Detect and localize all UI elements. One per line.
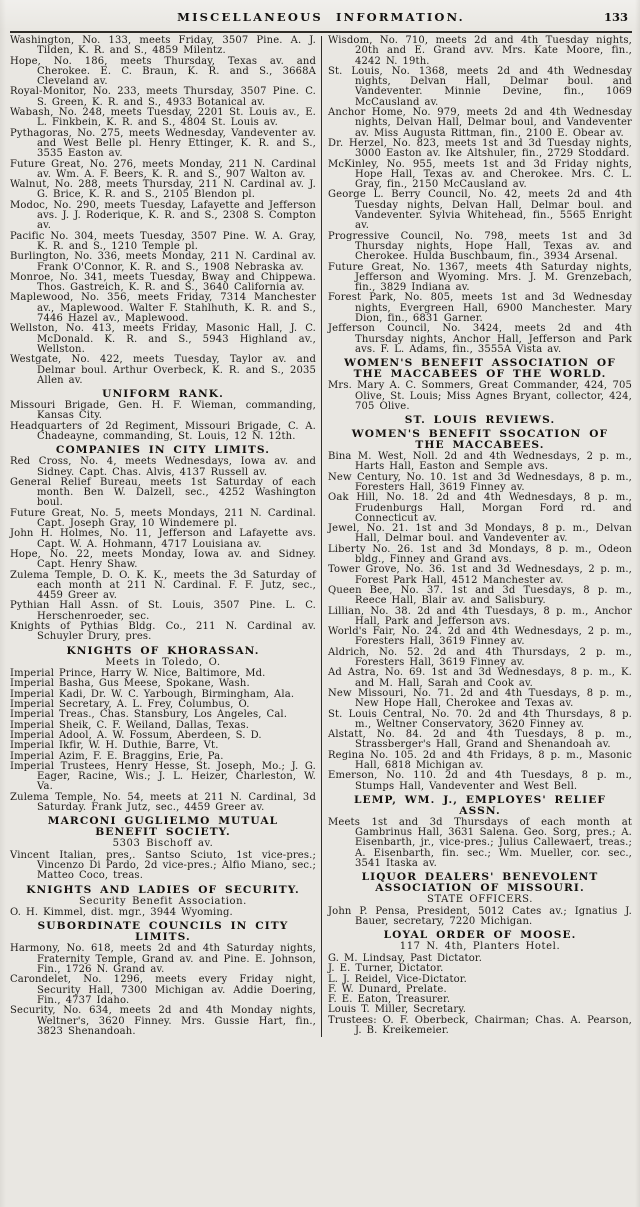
section-subheading: 5303 Bischoff av.: [112, 838, 214, 850]
directory-entry: Meets 1st and 3d Thursdays of each month at Gambrinus Hall, 3631 Salena. Geo. Sorg, pres.; A. Eisenbarth, jr., vice-pres.; Julius Callewaert, treas.; A. Eisenbarth, fin. sec.; Wm. Mueller, cor. sec., 3541 Itaska av.: [328, 816, 632, 870]
left-column: [10, 36, 321, 1037]
section-heading: UNIFORM RANK.: [102, 388, 224, 401]
directory-entry: Hope, No. 186, meets Thursday, Texas av. and Cherokee. E. C. Braun, K. R. and S., 3668A Cleveland av.: [10, 55, 316, 88]
section-heading: WOMEN'S BENEFIT SSOCATION OF THE MACCABEES.: [351, 428, 609, 452]
directory-entry: Wellston, No. 413, meets Friday, Masonic Hall, J. C. McDonald. K. R. and S., 5943 Highland av., Wellston.: [10, 323, 316, 355]
directory-entry: Washington, No. 133, meets Friday, 3507 Pine. A. J. Tilden, K. R. and S., 4859 Milentz.: [10, 35, 316, 57]
directory-section: [328, 36, 632, 355]
directory-entry: F. E. Eaton, Treasurer.: [328, 994, 451, 1006]
directory-entry: Security, No. 634, meets 2d and 4th Monday nights, Weltner's, 3620 Finney. Mrs. Gussie Hart, fin., 3823 Shenandoah.: [10, 1005, 316, 1037]
directory-section: [328, 872, 632, 927]
directory-entry: Red Cross, No. 4, meets Wednesdays, Iowa av. and Sidney. Capt. Chas. Alvis, 4137 Russell av.: [10, 456, 316, 478]
directory-entry: Missouri Brigade, Gen. H. F. Wieman, commanding, Kansas City.: [10, 400, 316, 422]
directory-section: [10, 921, 316, 1037]
section-heading: MARCONI GUGLIELMO MUTUAL BENEFIT SOCIETY.: [47, 815, 279, 839]
directory-entry: Liberty No. 26. 1st and 3d Mondays, 8 p. m., Odeon bldg., Finney and Grand avs.: [328, 543, 632, 566]
directory-entry: Tower Grove, No. 36. 1st and 3d Wednesdays, 2 p. m., Forest Park Hall, 4512 Manchester av.: [328, 564, 632, 586]
directory-entry: Pythagoras, No. 275, meets Wednesday, Vandeventer av. and West Belle pl. Henry Ettinger, K. R. and S., 3535 Easton av.: [10, 127, 316, 160]
page-title: MISCELLANEOUS INFORMATION.: [177, 10, 465, 24]
directory-entry: Walnut, No. 288, meets Thursday, 211 N. Cardinal av. J. G. Brice, K. R. and S., 2105 Blendon pl.: [10, 179, 316, 201]
section-heading: LOYAL ORDER OF MOOSE.: [383, 929, 577, 942]
directory-entry: Future Great, No. 5, meets Mondays, 211 N. Cardinal. Capt. Joseph Gray, 10 Windemere pl.: [10, 507, 316, 530]
directory-entry: Knights of Pythias Bldg. Co., 211 N. Cardinal av. Schuyler Drury, pres.: [10, 621, 316, 643]
directory-entry: Headquarters of 2d Regiment, Missouri Brigade, C. A. Chadeayne, commanding, St. Louis, 12 N. 12th.: [10, 420, 316, 442]
directory-entry: Lillian, No. 38. 2d and 4th Tuesdays, 8 p. m., Anchor Hall, Park and Jefferson avs.: [328, 605, 632, 627]
directory-section: [10, 389, 316, 442]
directory-entry: Jewel, No. 21. 1st and 3d Mondays, 8 p. m., Delvan Hall, Delmar boul. and Vandeventer av.: [328, 523, 632, 545]
directory-entry: General Relief Bureau, meets 1st Saturday of each month. Ben W. Dalzell, sec., 4252 Washington boul.: [10, 476, 316, 509]
directory-entry: Modoc, No. 290, meets Tuesday, Lafayette and Jefferson avs. J. J. Roderique, K. R. and S., 2308 S. Compton av.: [10, 199, 316, 232]
directory-entry: J. E. Turner, Dictator.: [328, 963, 444, 975]
directory-entry: O. H. Kimmel, dist. mgr., 3944 Wyoming.: [10, 907, 233, 919]
directory-entry: G. M. Lindsay, Past Dictator.: [328, 952, 483, 964]
section-subheading: 117 N. 4th, Planters Hotel.: [399, 941, 561, 953]
directory-entry: Pythian Hall Assn. of St. Louis, 3507 Pine. L. C. Herschenroeder, sec.: [10, 600, 316, 622]
section-subheading: Meets in Toledo, O.: [105, 656, 221, 668]
section-heading: KNIGHTS AND LADIES OF SECURITY.: [26, 883, 300, 896]
directory-entry: George L. Berry Council, No. 42, meets 2d and 4th Tuesday nights, Delvan Hall, Delmar boul. and Vandeventer. Sylvia Whitehead, fin., 5565 Enright av.: [328, 189, 632, 232]
directory-entry: Zulema Temple, D. O. K. K., meets the 3d Saturday of each month at 211 N. Cardinal. F. F. Jutz, sec., 4459 Greer av.: [10, 569, 316, 602]
directory-entry: Imperial Secretary, A. L. Frey, Columbus, O.: [10, 699, 250, 711]
directory-entry: Regina No. 105. 2d and 4th Fridays, 8 p. m., Masonic Hall, 6818 Michigan av.: [328, 749, 632, 771]
directory-section: [10, 36, 316, 386]
directory-entry: New Missouri, No. 71. 2d and 4th Tuesdays, 8 p. m., New Hope Hall, Cherokee and Texas av.: [328, 687, 632, 710]
directory-entry: Future Great, No. 1367, meets 4th Saturday nights, Jefferson and Wyoming. Mrs. J. M. Grenzebach, fin., 3829 Indiana av.: [328, 261, 632, 294]
directory-entry: Monroe, No. 341, meets Tuesday, Bway and Chippewa. Thos. Gastreich, K. R. and S., 3640 California av.: [10, 271, 316, 294]
directory-entry: Anchor Home, No. 979, meets 2d and 4th Wednesday nights, Delvan Hall, Delmar boul, and Vandeventer av. Miss Augusta Rittman, fin., 2100 E. Obear av.: [328, 107, 632, 139]
directory-entry: Jefferson Council, No. 3424, meets 2d and 4th Thursday nights, Anchor Hall, Jefferson and Park avs. F. L. Adams, fin., 3555A Vista av.: [328, 323, 632, 355]
running-head: [10, 12, 632, 29]
section-heading: SUBORDINATE COUNCILS IN CITY LIMITS.: [37, 920, 289, 944]
directory-entry: John H. Holmes, No. 11, Jefferson and Lafayette avs. Capt. W. A. Hohmann, 4717 Louisiana av.: [10, 528, 316, 550]
directory-entry: F. W. Dunard, Prelate.: [328, 983, 447, 995]
directory-entry: Burlington, No. 336, meets Monday, 211 N. Cardinal av. Frank O'Connor, K. R. and S., 1908 Nebraska av.: [10, 251, 316, 273]
directory-entry: Harmony, No. 618, meets 2d and 4th Saturday nights, Fraternity Temple, Grand av. and Pine. E. Johnson, Fin., 1726 N. Grand av.: [10, 943, 316, 976]
directory-entry: Progressive Council, No. 798, meets 1st and 3d Thursday nights, Hope Hall, Texas av. and Cherokee. Hulda Buschbaum, fin., 3934 Arsenal.: [328, 230, 632, 263]
directory-entry: Zulema Temple, No. 54, meets at 211 N. Cardinal, 3d Saturday. Frank Jutz, sec., 4459 Greer av.: [10, 791, 316, 813]
section-heading: KNIGHTS OF KHORASSAN.: [66, 644, 260, 657]
header-rule: [10, 31, 632, 33]
directory-entry: Maplewood, No. 356, meets Friday, 7314 Manchester av., Maplewood. Walter F. Stahlhuth, K. R. and S., 7446 Hazel av., Maplewood.: [10, 292, 316, 325]
directory-entry: McKinley, No. 955, meets 1st and 3d Friday nights, Hope Hall, Texas av. and Cherokee. Mrs. C. L. Gray, fin., 2150 McCausland av.: [328, 158, 632, 191]
directory-entry: World's Fair, No. 24. 2d and 4th Wednesdays, 2 p. m., Foresters Hall, 3619 Finney av.: [328, 626, 632, 648]
section-heading: WOMEN'S BENEFIT ASSOCIATION OF THE MACCABEES OF THE WORLD.: [344, 357, 616, 381]
directory-entry: Future Great, No. 276, meets Monday, 211 N. Cardinal av. Wm. A. F. Beers, K. R. and S., 907 Walton av.: [10, 158, 316, 180]
directory-entry: Hope, No. 22, meets Monday, Iowa av. and Sidney. Capt. Henry Shaw.: [10, 548, 316, 571]
directory-section: [10, 885, 316, 919]
directory-entry: Imperial Kadi, Dr. W. C. Yarbough, Birmingham, Ala.: [10, 688, 295, 700]
directory-entry: St. Louis, No. 1368, meets 2d and 4th Wednesday nights, Delvan Hall, Delmar boul. and Vandeventer. Minnie Devine, fin., 1069 McCausland av.: [328, 65, 632, 108]
directory-entry: Oak Hill, No. 18. 2d and 4th Wednesdays, 8 p. m., Frudenburgs Hall, Morgan Ford rd. and Connecticut av.: [328, 492, 632, 524]
directory-section: [328, 415, 632, 792]
directory-entry: Emerson, No. 110. 2d and 4th Tuesdays, 8 p. m., Stumps Hall, Vandeventer and West Bell.: [328, 770, 632, 792]
section-subheading: STATE OFFICERS.: [427, 894, 533, 906]
two-column-layout: [10, 36, 632, 1037]
directory-entry: Mrs. Mary A. C. Sommers, Great Commander, 424, 705 Olive, St. Louis; Miss Agnes Bryant, collector, 424, 705 Olive.: [328, 380, 632, 412]
directory-entry: Forest Park, No. 805, meets 1st and 3d Wednesday nights, Evergreen Hall, 6900 Manchester. Mary Dion, fin., 6831 Garner.: [328, 292, 632, 325]
directory-entry: Imperial Basha, Gus Meese, Spokane, Wash.: [10, 678, 250, 690]
section-heading: LIQUOR DEALERS' BENEVOLENT ASSOCIATION OF MISSOURI.: [361, 871, 599, 895]
section-subheading: Security Benefit Association.: [79, 895, 247, 907]
directory-entry: Imperial Prince, Harry W. Nice, Baltimore, Md.: [10, 668, 266, 680]
directory-entry: Queen Bee, No. 37. 1st and 3d Tuesdays, 8 p. m., Reece Hall, Blair av. and Salisbury.: [328, 584, 632, 607]
directory-entry: Aldrich, No. 52. 2d and 4th Thursdays, 2 p. m., Foresters Hall, 3619 Finney av.: [328, 646, 632, 669]
directory-entry: Ad Astra, No. 69. 1st and 3d Wednesdays, 8 p. m., K. and M. Hall, Sarah and Cook av.: [328, 667, 632, 689]
directory-section: [328, 795, 632, 869]
directory-entry: Alstatt, No. 84. 2d and 4th Tuesdays, 8 p. m., Strassberger's Hall, Grand and Shenandoah av.: [328, 729, 632, 751]
directory-entry: Vincent Italian, pres,. Santso Sciuto, 1st vice-pres.; Vincenzo Di Pardo, 2d vice-pres.; Alfio Miano, sec.; Matteo Coco, treas.: [10, 849, 316, 882]
directory-entry: Louis T. Miller, Secretary.: [328, 1004, 467, 1016]
directory-entry: Imperial Sheik, C. F. Weiland, Dallas, Texas.: [10, 719, 250, 731]
directory-entry: Dr. Herzel, No. 823, meets 1st and 3d Tuesday nights, 3000 Easton av. Ike Altshuler, fin., 2729 Stoddard.: [328, 137, 632, 160]
directory-entry: Imperial Ikfir, W. H. Duthie, Barre, Vt.: [10, 740, 219, 752]
directory-section: [10, 445, 316, 642]
section-heading: COMPANIES IN CITY LIMITS.: [55, 444, 271, 457]
directory-entry: Royal-Monitor, No. 233, meets Thursday, 3507 Pine. C. S. Green, K. R. and S., 4933 Botanical av.: [10, 86, 316, 108]
directory-entry: Pacific No. 304, meets Tuesday, 3507 Pine. W. A. Gray, K. R. and S., 1210 Temple pl.: [10, 230, 316, 252]
directory-section: [328, 358, 632, 412]
directory-entry: Imperial Treas., Chas. Stansbury, Los Angeles, Cal.: [10, 709, 288, 721]
section-heading: LEMP, WM. J., EMPLOYES' RELIEF ASSN.: [353, 793, 607, 817]
directory-entry: Carondelet, No. 1296, meets every Friday night, Security Hall, 7300 Michigan av. Addie Doering, Fin., 4737 Idaho.: [10, 974, 316, 1006]
directory-entry: Westgate, No. 422, meets Tuesday, Taylor av. and Delmar boul. Arthur Overbeck, K. R. and S., 2035 Allen av.: [10, 354, 316, 386]
right-column: [321, 36, 632, 1037]
directory-section: [10, 646, 316, 814]
directory-entry: L. J. Reidel, Vice-Dictator.: [328, 973, 467, 985]
directory-entry: Imperial Azim, F. E. Braggins, Erie, Pa.: [10, 750, 224, 762]
directory-entry: John P. Pensa, President, 5012 Cates av.; Ignatius J. Bauer, secretary, 7220 Michigan.: [328, 905, 632, 928]
directory-section: [328, 930, 632, 1036]
directory-section: [10, 816, 316, 881]
directory-entry: Trustees: O. F. Oberbeck, Chairman; Chas. A. Pearson, J. B. Kreikemeier.: [328, 1014, 632, 1037]
section-heading: ST. LOUIS REVIEWS.: [404, 414, 556, 427]
directory-entry: New Century, No. 10. 1st and 3d Wednesdays, 8 p. m., Foresters Hall, 3619 Finney av.: [328, 471, 632, 493]
directory-entry: St. Louis Central, No. 70. 2d and 4th Thursdays, 8 p. m., Weltner Conservatory, 3620 Finney av.: [328, 708, 632, 730]
directory-entry: Wisdom, No. 710, meets 2d and 4th Tuesday nights, 20th and E. Grand avv. Mrs. Kate Moore, fin., 4242 N. 19th.: [328, 35, 632, 67]
directory-entry: Imperial Trustees, Henry Hesse, St. Joseph, Mo.; J. G. Eager, Racine, Wis.; J. L. Heizer, Charleston, W. Va.: [10, 760, 316, 793]
directory-entry: Bina M. West, Noll. 2d and 4th Wednesdays, 2 p. m., Harts Hall, Easton and Semple avs.: [328, 451, 632, 473]
page-number: 133: [603, 10, 628, 24]
directory-entry: Imperial Adool, A. W. Fossum, Aberdeen, S. D.: [10, 729, 262, 741]
directory-entry: Wabash, No. 248, meets Tuesday, 2201 St. Louis av., E. L. Finkbein, K. R. and S., 4804 St. Louis av.: [10, 107, 316, 129]
